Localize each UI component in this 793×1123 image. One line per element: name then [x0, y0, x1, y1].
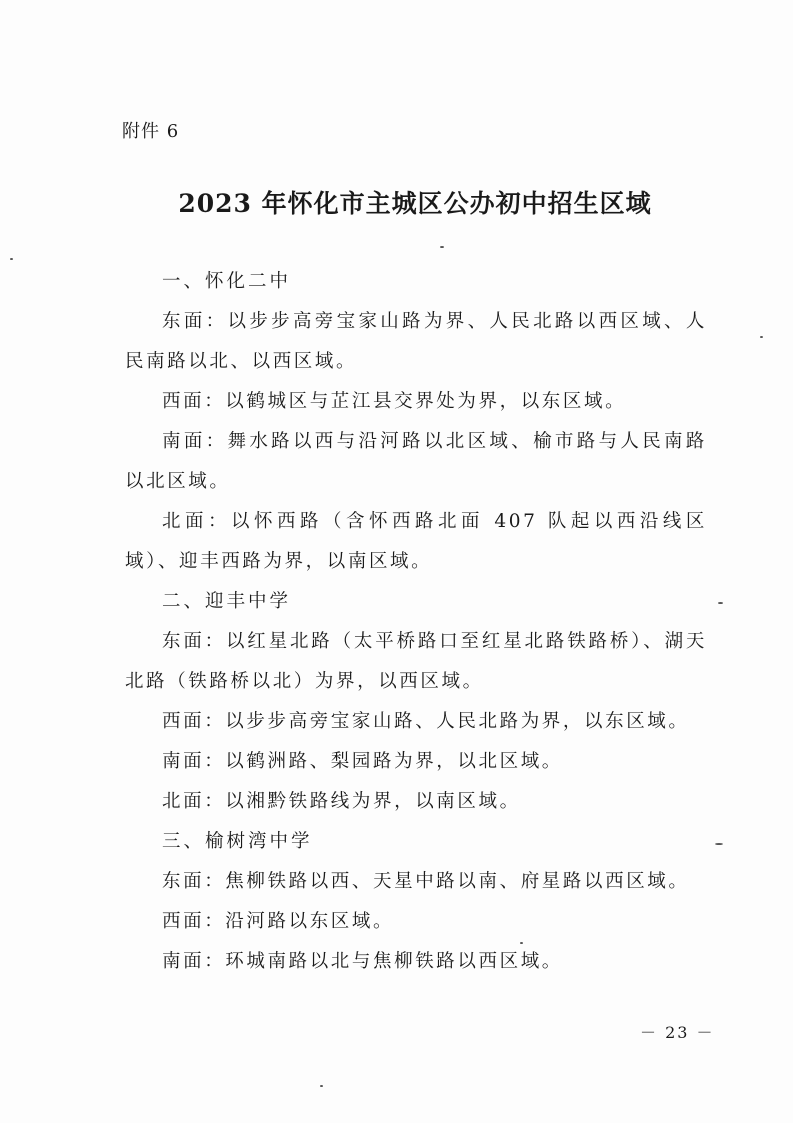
attachment-label: 附件 6 — [122, 121, 180, 142]
scan-speck — [320, 1085, 323, 1087]
scan-speck — [715, 843, 723, 845]
section-yingfeng — [125, 582, 707, 822]
boundary-east: 东面：焦柳铁路以西、天星中路以南、府星路以西区域。 — [162, 871, 690, 892]
boundary-west: 西面：沿河路以东区域。 — [162, 911, 395, 932]
boundary-south: 南面：舞水路以西与沿河路以北区域、榆市路与人民南路以北区域。 — [125, 431, 707, 492]
section-huaihua-no2 — [125, 262, 707, 582]
boundary-north: 北面：以湘黔铁路线为界，以南区域。 — [162, 791, 521, 812]
document-body — [125, 262, 707, 982]
document-title: 2023 年怀化市主城区公办初中招生区域 — [178, 189, 652, 218]
section-heading: 三、榆树湾中学 — [162, 831, 313, 852]
section-heading: 二、迎丰中学 — [162, 591, 292, 612]
page-number: － 23 － — [640, 1023, 715, 1042]
scan-speck — [440, 246, 444, 248]
section-yushuwan — [125, 822, 707, 982]
boundary-east: 东面：以红星北路（太平桥路口至红星北路铁路桥）、湖天北路（铁路桥以北）为界，以西区域。 — [125, 631, 707, 692]
boundary-west: 西面：以鹤城区与芷江县交界处为界，以东区域。 — [162, 391, 627, 412]
boundary-west: 西面：以步步高旁宝家山路、人民北路为界，以东区域。 — [162, 711, 690, 732]
section-heading: 一、怀化二中 — [162, 271, 292, 292]
boundary-south: 南面：以鹤洲路、梨园路为界，以北区域。 — [162, 751, 563, 772]
boundary-north: 北面：以怀西路（含怀西路北面 407 队起以西沿线区域）、迎丰西路为界，以南区域。 — [125, 511, 707, 572]
scan-speck — [520, 942, 523, 944]
scan-speck — [718, 602, 723, 604]
scan-speck — [10, 258, 13, 260]
boundary-south: 南面：环城南路以北与焦柳铁路以西区域。 — [162, 951, 563, 972]
boundary-east: 东面：以步步高旁宝家山路为界、人民北路以西区域、人民南路以北、以西区域。 — [125, 311, 707, 372]
scan-speck — [760, 336, 763, 338]
